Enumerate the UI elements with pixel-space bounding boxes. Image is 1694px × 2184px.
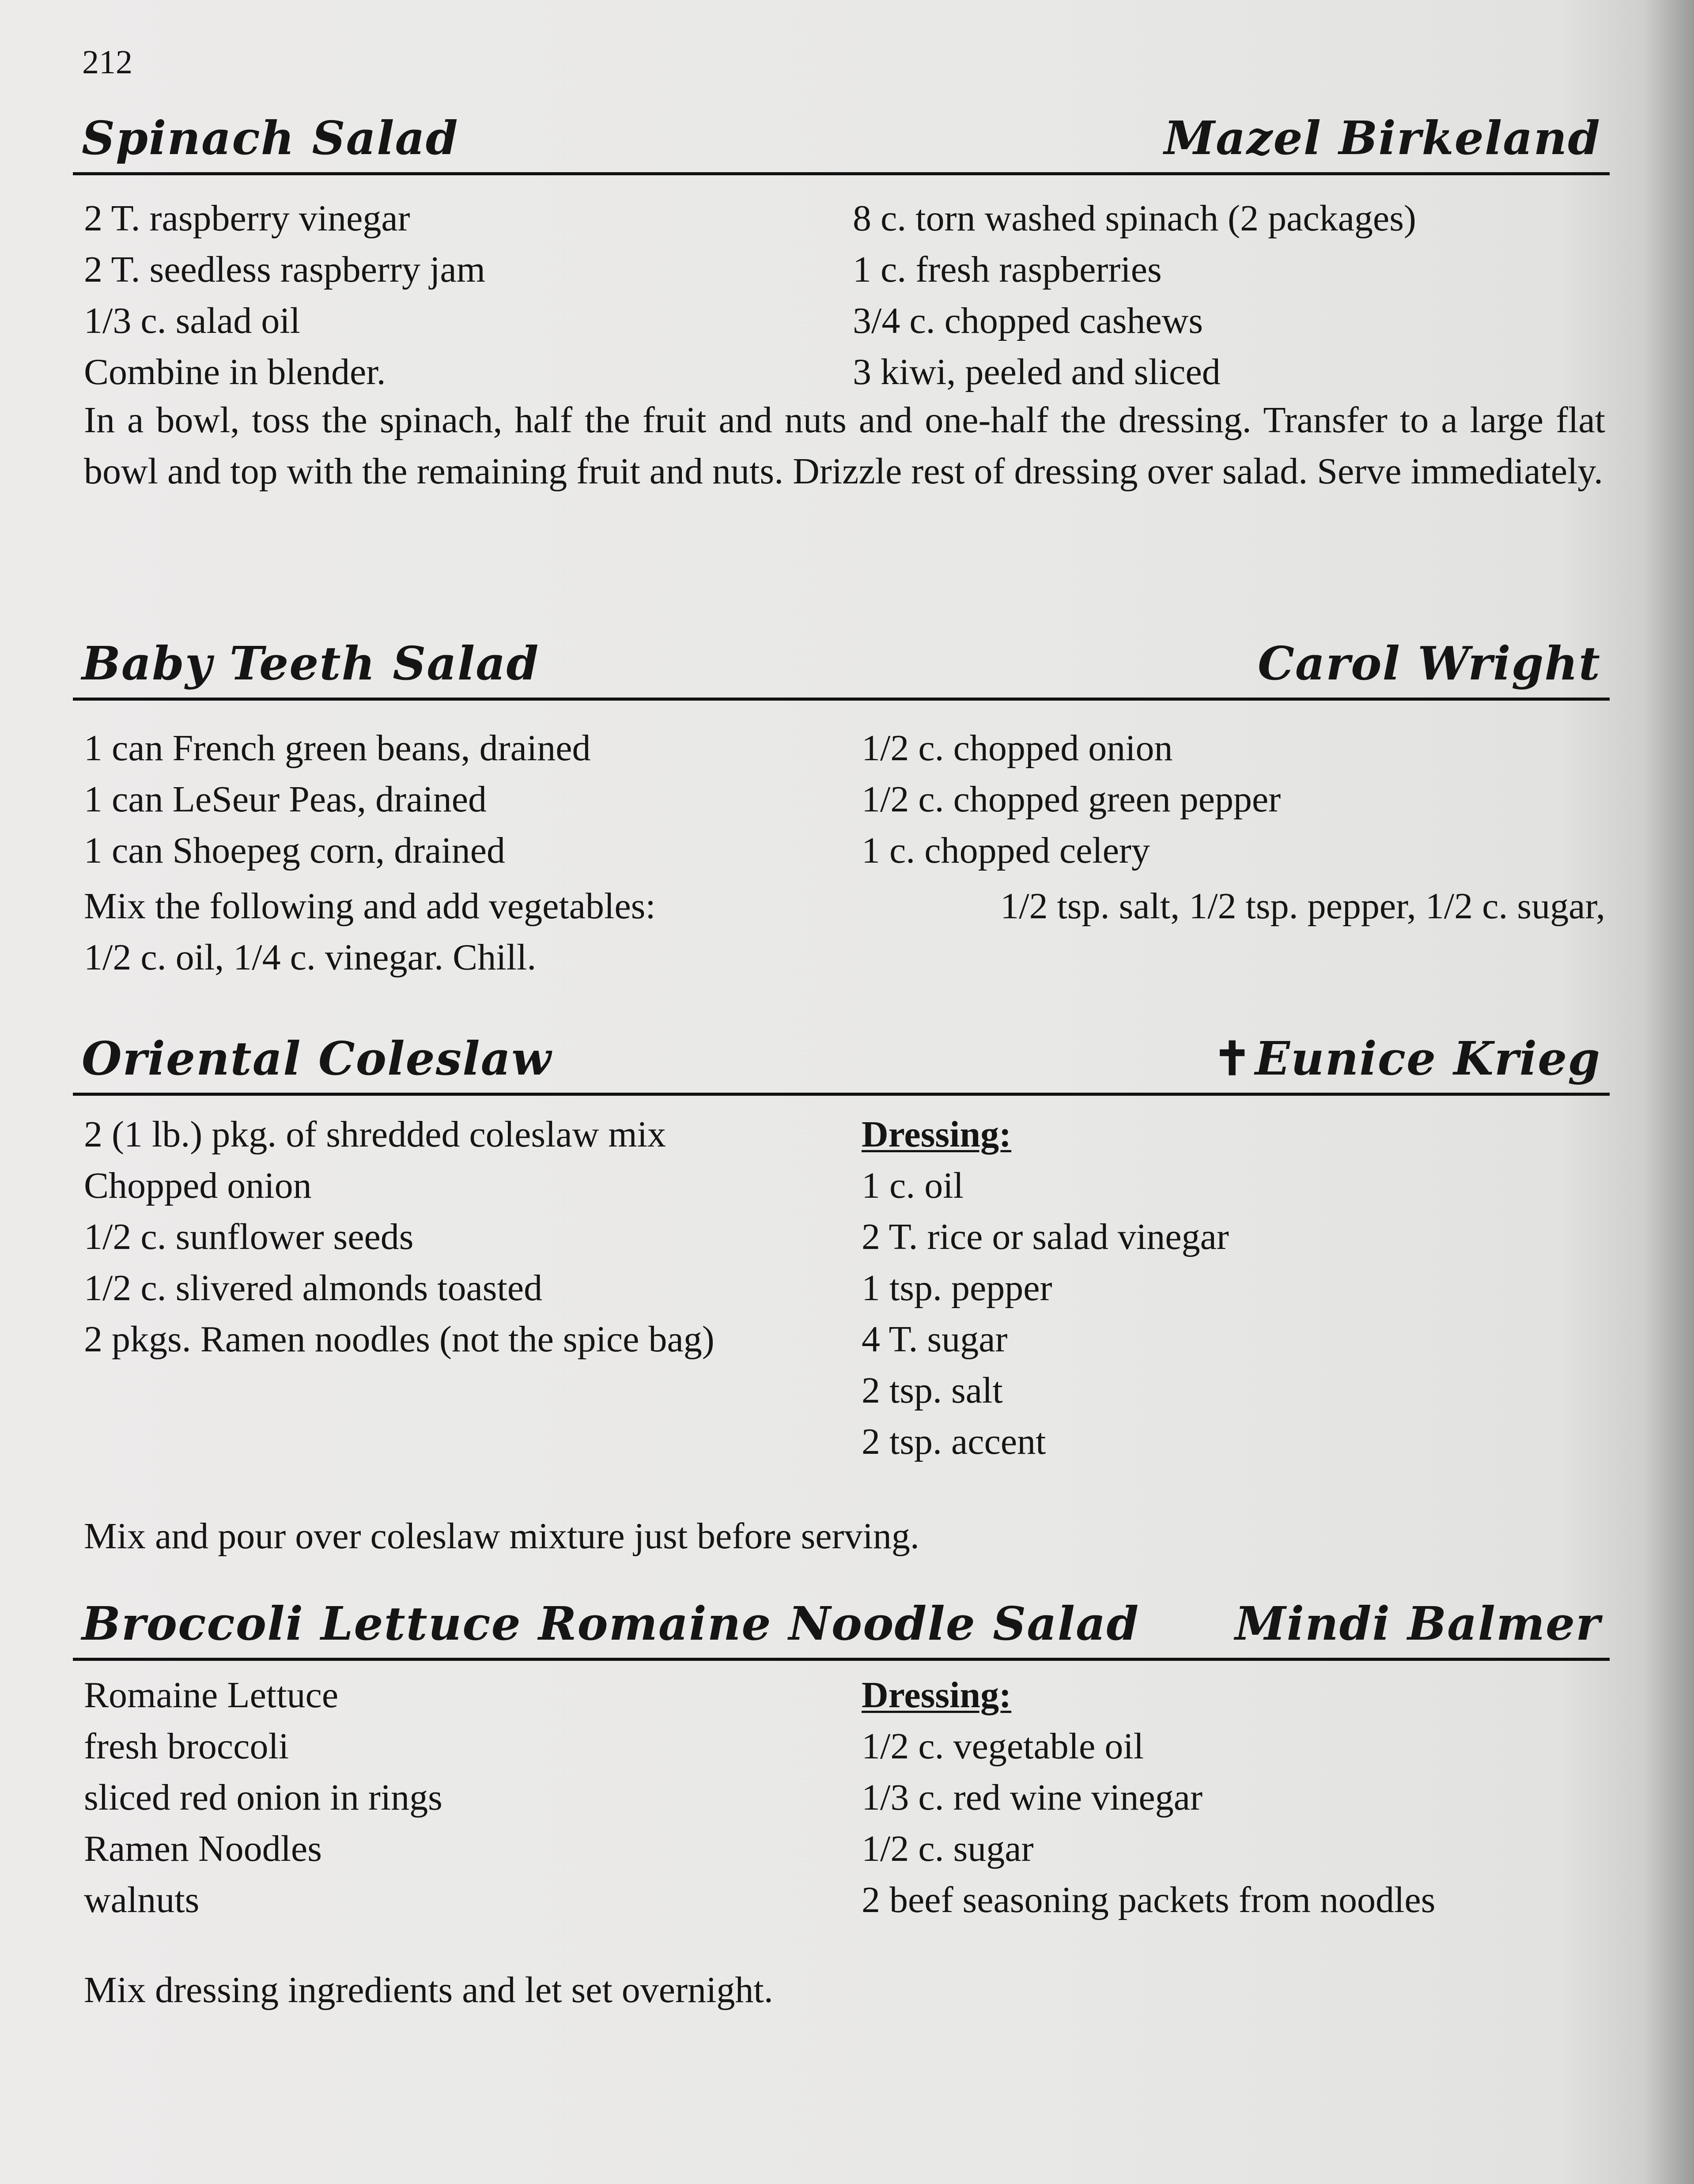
ingredients-right <box>862 1670 1608 1926</box>
ingredients-left <box>84 1109 808 1365</box>
ingredient-line: 1 c. oil <box>862 1165 964 1206</box>
ingredient-line: 2 (1 lb.) pkg. of shredded coleslaw mix <box>84 1114 666 1155</box>
recipe-oriental-coleslaw <box>73 1031 1610 1557</box>
ingredients-left <box>84 193 852 398</box>
ingredient-line: 1/2 c. chopped onion <box>862 728 1173 769</box>
ingredient-line: 4 T. sugar <box>862 1319 1008 1360</box>
ingredient-columns <box>73 1109 1610 1462</box>
ingredient-line: sliced red onion in rings <box>84 1777 442 1818</box>
recipe-title: Oriental Coleslaw <box>82 1031 552 1086</box>
recipe-header <box>73 636 1610 701</box>
dressing-label: Dressing: <box>862 1114 1012 1155</box>
ingredients-right <box>853 193 1599 398</box>
ingredient-columns <box>73 1670 1610 1935</box>
ingredient-line: 2 tsp. accent <box>862 1421 1046 1462</box>
ingredient-line: 1/2 c. slivered almonds toasted <box>84 1267 543 1309</box>
recipe-broccoli-romaine-noodle-salad <box>73 1594 1610 2010</box>
recipe-author: Mazel Birkeland <box>1164 111 1601 165</box>
recipe-instructions: Mix and pour over coleslaw mixture just before serving. <box>84 1516 919 1557</box>
ingredient-line: Ramen Noodles <box>84 1828 322 1869</box>
ingredient-line: 1 c. fresh raspberries <box>853 249 1162 290</box>
ingredient-line: Chopped onion <box>84 1165 312 1206</box>
instructions-part: 1/2 tsp. salt, 1/2 tsp. pepper, 1/2 c. sugar, <box>1000 886 1605 927</box>
ingredient-line: 1/3 c. red wine vinegar <box>862 1777 1203 1818</box>
ingredients-right <box>862 1109 1608 1467</box>
ingredient-line: walnuts <box>84 1879 200 1920</box>
ingredient-line: 1/2 c. vegetable oil <box>862 1726 1144 1767</box>
ingredient-line: 2 tsp. salt <box>862 1370 1003 1411</box>
recipe-instructions: Mix dressing ingredients and let set overnight. <box>84 1969 773 2010</box>
ingredient-line: 2 T. rice or salad vinegar <box>862 1216 1229 1257</box>
ingredient-line: fresh broccoli <box>84 1726 289 1767</box>
recipe-header <box>73 110 1610 175</box>
ingredient-line: 2 pkgs. Ramen noodles (not the spice bag) <box>84 1319 715 1360</box>
recipe-author: Mindi Balmer <box>1235 1596 1601 1651</box>
ingredient-line: 2 T. raspberry vinegar <box>84 198 410 239</box>
cross-icon: ✝ <box>1213 1031 1252 1086</box>
ingredient-line: Combine in blender. <box>84 351 386 392</box>
ingredients-left <box>84 723 852 876</box>
recipe-author: Carol Wright <box>1258 636 1601 690</box>
ingredient-line: 3 kiwi, peeled and sliced <box>853 351 1221 392</box>
recipe-baby-teeth-salad <box>73 636 1610 978</box>
ingredient-line: 1 tsp. pepper <box>862 1267 1052 1309</box>
ingredient-line: 1 c. chopped celery <box>862 830 1150 871</box>
ingredients-right <box>862 723 1608 876</box>
instructions-part: Mix the following and add vegetables: <box>84 886 656 927</box>
ingredient-line: 1 can Shoepeg corn, drained <box>84 830 505 871</box>
recipe-header <box>73 1033 1610 1096</box>
ingredient-line: 1/2 c. sugar <box>862 1828 1034 1869</box>
recipe-title: Spinach Salad <box>82 111 459 165</box>
ingredient-line: 3/4 c. chopped cashews <box>853 300 1203 341</box>
instructions-part: 1/2 c. oil, 1/4 c. vinegar. Chill. <box>84 937 537 978</box>
ingredient-columns <box>73 723 1610 876</box>
ingredient-line: 1/2 c. sunflower seeds <box>84 1216 414 1257</box>
ingredient-line: 8 c. torn washed spinach (2 packages) <box>853 198 1416 239</box>
recipe-spinach-salad <box>73 110 1610 492</box>
recipe-title: Broccoli Lettuce Romaine Noodle Salad <box>82 1596 1140 1651</box>
recipe-title: Baby Teeth Salad <box>82 636 540 690</box>
ingredient-line: Romaine Lettuce <box>84 1675 339 1716</box>
ingredients-left <box>84 1670 852 1926</box>
recipe-author <box>1213 1031 1601 1086</box>
ingredient-line: 1/3 c. salad oil <box>84 300 300 341</box>
page-number: 212 <box>82 44 132 81</box>
ingredient-line: 2 T. seedless raspberry jam <box>84 249 485 290</box>
ingredient-columns <box>73 193 1610 398</box>
author-name: Eunice Krieg <box>1255 1031 1601 1086</box>
recipe-instructions: In a bowl, toss the spinach, half the fruit and nuts and one-half the dressing. Transfer to a large flat bowl and top with the remaining fruit and nuts. Drizzle rest of dressing over salad. Serve immediately. <box>84 400 1605 492</box>
dressing-label: Dressing: <box>862 1675 1012 1716</box>
ingredient-line: 2 beef seasoning packets from noodles <box>862 1879 1436 1920</box>
ingredient-line: 1 can LeSeur Peas, drained <box>84 779 487 820</box>
ingredient-line: 1/2 c. chopped green pepper <box>862 779 1281 820</box>
recipe-header <box>73 1594 1610 1661</box>
ingredient-line: 1 can French green beans, drained <box>84 728 591 769</box>
